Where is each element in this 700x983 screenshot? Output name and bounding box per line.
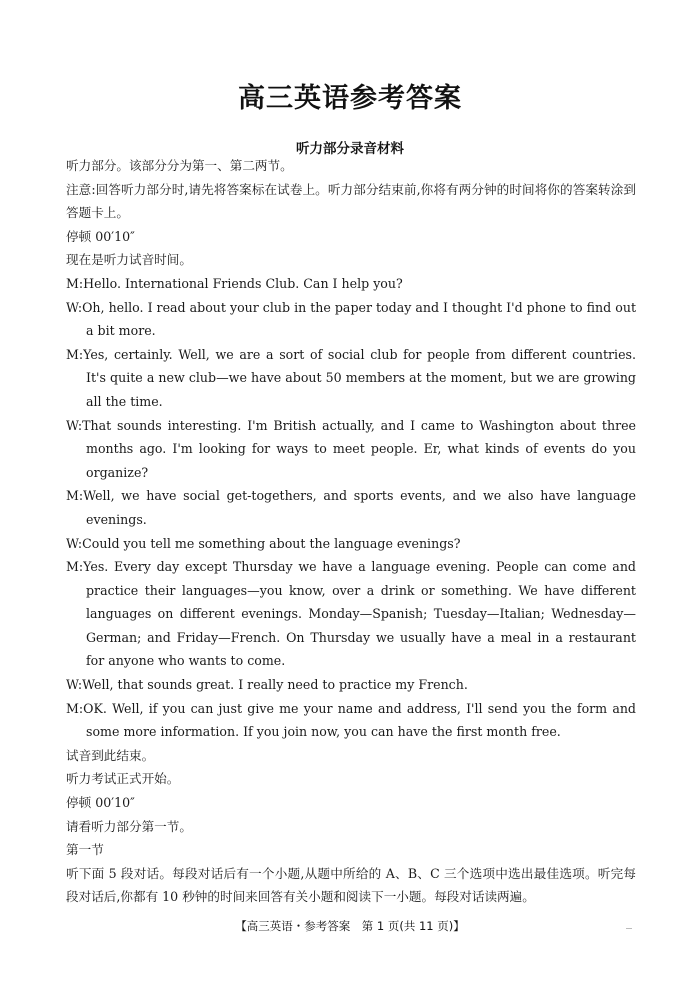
speaker-label: W xyxy=(66,535,78,551)
dialogue-text: That sounds interesting. I'm British actually, and I came to Washington about three months ago. I'm looking for ways to meet people. Er, what kinds of events do you organize? xyxy=(82,417,636,480)
dialogue-text: Oh, hello. I read about your club in the paper today and I thought I'd phone to find out a bit more. xyxy=(82,299,636,339)
pause-line: 停顿 00′10″ xyxy=(66,228,135,244)
speaker-label: M xyxy=(66,700,79,716)
speaker-label: M xyxy=(66,559,79,575)
exam-start-line: 听力考试正式开始。 xyxy=(66,771,180,787)
dialogue-text: OK. Well, if you can just give me your name and address, I'll send you the form and some more information. If you join now, you can have the first month free. xyxy=(83,700,636,740)
section-one-heading: 第一节 xyxy=(66,842,104,858)
dialogue-text: Well, we have social get-togethers, and sports events, and we also have language evenings. xyxy=(83,488,636,527)
dialogue-text: Could you tell me something about the language evenings? xyxy=(82,535,461,551)
transcript-body xyxy=(66,154,636,909)
dialogue-line: M:OK. Well, if you can just give me your name and address, I'll send you the form and some more information. If you join now, you can have the first month free. xyxy=(66,700,636,740)
section-subtitle: 听力部分录音材料 xyxy=(296,141,404,157)
section-one-prompt: 请看听力部分第一节。 xyxy=(66,818,192,834)
speaker-label: W xyxy=(66,417,78,433)
speaker-label: M xyxy=(66,488,79,504)
speaker-label: M xyxy=(66,275,79,291)
page-title: 高三英语参考答案 xyxy=(238,83,462,114)
dialogue-line: W:That sounds interesting. I'm British actually, and I came to Washington about three months ago. I'm looking for ways to meet people. Er, what kinds of events do you organize? xyxy=(66,417,636,480)
notice-paragraph: 注意:回答听力部分时,请先将答案标在试卷上。听力部分结束前,你将有两分钟的时间将你的答案转涂到答题卡上。 xyxy=(66,181,636,221)
dialogue-text: Hello. International Friends Club. Can I help you? xyxy=(83,275,403,291)
sound-check-line: 现在是听力试音时间。 xyxy=(66,252,192,268)
dialogue-line: W:Oh, hello. I read about your club in the paper today and I thought I'd phone to find out a bit more. xyxy=(66,299,636,339)
corner-mark xyxy=(626,928,632,929)
dialogue-line: W:Could you tell me something about the language evenings? xyxy=(66,535,461,551)
speaker-label: M xyxy=(66,346,79,362)
dialogue-line: M:Well, we have social get-togethers, and sports events, and we also have language evenings. xyxy=(66,488,636,527)
dialogue-line: M:Yes, certainly. Well, we are a sort of social club for people from different countries. It's quite a new club—we have about 50 members at the moment, but we are growing all the time. xyxy=(66,346,636,409)
dialogue-line: M:Yes. Every day except Thursday we have a language evening. People can come and practice their languages—you know, over a drink or something. We have different languages on different evenings. Monday—Spanish; Tuesday—Italian; Wednesday—German; and Friday—French. On Thursday we usually have a meal in a restaurant for anyone who wants to come. xyxy=(66,559,636,669)
speaker-label: W xyxy=(66,677,78,693)
pause-line: 停顿 00′10″ xyxy=(66,795,135,811)
dialogue-line: M:Hello. International Friends Club. Can I help you? xyxy=(66,275,403,291)
dialogue-text: Well, that sounds great. I really need to practice my French. xyxy=(82,677,468,693)
intro-line: 听力部分。该部分分为第一、第二两节。 xyxy=(66,158,293,173)
dialogue-line: W:Well, that sounds great. I really need to practice my French. xyxy=(66,677,468,693)
speaker-label: W xyxy=(66,299,78,315)
sound-check-end-line: 试音到此结束。 xyxy=(66,747,155,763)
section-one-instructions: 听下面 5 段对话。每段对话后有一个小题,从题中所给的 A、B、C 三个选项中选出最佳选项。听完每段对话后,你都有 10 秒钟的时间来回答有关小题和阅读下一小题。每段对话读两遍。 xyxy=(66,865,636,905)
page-footer: 【高三英语・参考答案 第 1 页(共 11 页)】 xyxy=(235,919,465,933)
dialogue-text: Yes. Every day except Thursday we have a language evening. People can come and practice their languages—you know, over a drink or something. We have different languages on different evenings. Monday—Spanish; Tuesday—Italian; Wednesday—German; and Friday—French. On Thursday we usually have a meal in a restaurant for anyone who wants to come. xyxy=(83,559,636,669)
dialogue-text: Yes, certainly. Well, we are a sort of social club for people from different countries. It's quite a new club—we have about 50 members at the moment, but we are growing all the time. xyxy=(83,346,636,409)
